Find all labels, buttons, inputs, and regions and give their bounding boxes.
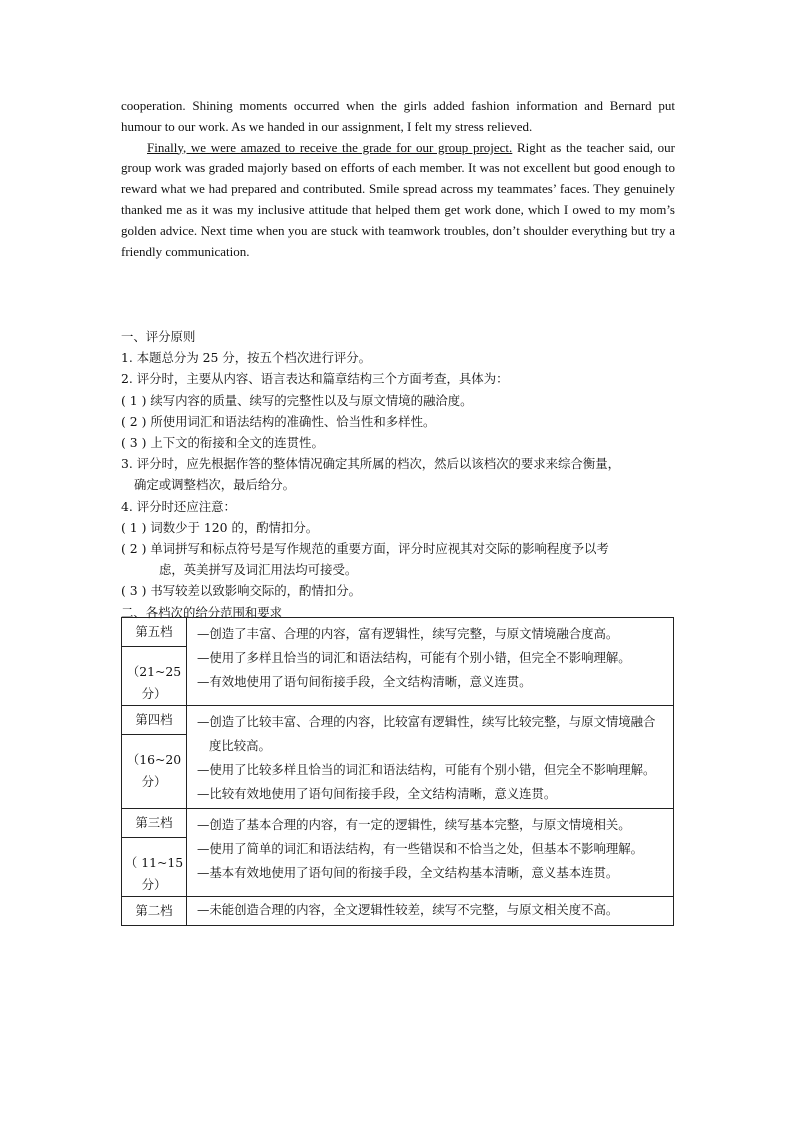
- grade-row: [122, 618, 674, 706]
- rule-2-3: ( 3 ) 上下文的衔接和全文的连贯性。: [121, 435, 324, 451]
- grade-score-range: （21~25 分）: [126, 664, 182, 701]
- grade-criterion: —创造了比较丰富、合理的内容，比较富有逻辑性，续写比较完整，与原文情境融合度比较高。: [197, 714, 656, 753]
- section-heading-grades: 二、各档次的给分范围和要求: [121, 604, 283, 620]
- rule-3-continued: 确定或调整档次，最后给分。: [134, 477, 296, 493]
- section-heading-principles: 一、评分原则: [121, 329, 196, 344]
- grade-criterion: —使用了比较多样且恰当的词汇和语法结构，可能有个别小错，但完全不影响理解。: [197, 762, 656, 777]
- rule-2-1: ( 1 ) 续写内容的质量、续写的完整性以及与原文情境的融洽度。: [121, 392, 473, 408]
- grade-description: [187, 706, 674, 809]
- grade-criterion: —基本有效地使用了语句间的衔接手段，全文结构基本清晰，意义基本连贯。: [197, 865, 619, 880]
- grade-score-range: （16~20 分）: [126, 752, 182, 789]
- rule-3: 3. 评分时，应先根据作答的整体情况确定其所属的档次，然后以该档次的要求来综合衡量，: [121, 456, 620, 472]
- grade-score-range: （ 11~15 分）: [124, 855, 184, 892]
- essay-text: [121, 96, 675, 262]
- grade-criterion: —使用了多样且恰当的词汇和语法结构，可能有个别小错，但完全不影响理解。: [197, 650, 631, 665]
- grade-level-cell: [122, 897, 187, 926]
- essay-paragraph-1: cooperation. Shining moments occurred when the girls added fashion information and Bernard put humour to our work. As we handed in our assignment, I felt my stress relieved.: [121, 98, 675, 134]
- grade-level-name: 第四档: [122, 706, 186, 735]
- rule-4-2-continued: 虑，英美拼写及词汇用法均可接受。: [159, 562, 358, 578]
- grade-criterion: —创造了丰富、合理的内容，富有逻辑性，续写完整，与原文情境融合度高。: [197, 626, 619, 641]
- rule-4-3: ( 3 ) 书写较差以致影响交际的，酌情扣分。: [121, 583, 362, 599]
- grade-criterion: —有效地使用了语句间衔接手段，全文结构清晰，意义连贯。: [197, 674, 532, 689]
- rule-4-2: ( 2 ) 单词拼写和标点符号是写作规范的重要方面，评分时应视其对交际的影响程度予以考: [121, 541, 609, 557]
- grade-level-name: 第五档: [122, 618, 186, 647]
- grade-level-name: 第三档: [122, 809, 186, 838]
- grade-row: [122, 809, 674, 897]
- rule-2-2: ( 2 ) 所使用词汇和语法结构的准确性、恰当性和多样性。: [121, 413, 436, 429]
- essay-paragraph-2: [121, 138, 675, 263]
- rule-1: 1. 本题总分为 25 分，按五个档次进行评分。: [121, 350, 372, 366]
- grade-criterion: —比较有效地使用了语句间衔接手段，全文结构清晰，意义连贯。: [197, 786, 557, 801]
- grade-description: [187, 809, 674, 897]
- grade-description: [187, 897, 674, 926]
- grade-row: [122, 706, 674, 809]
- grade-level-cell: [122, 618, 187, 706]
- essay-paragraph-2-rest: Right as the teacher said, our group work was graded majorly based on efforts of each member. It was not excellent but good enough to reward what we had prepared and contributed. Smile spread across my teammates’ faces. They genuinely thanked me as it was my inclusive attitude that helped them get work done, which I owed to my mom’s golden advice. Next time when you are stuck with teamwork troubles, don’t shoulder everything but try a friendly communication.: [121, 139, 675, 259]
- grade-criterion: —未能创造合理的内容，全文逻辑性较差，续写不完整，与原文相关度不高。: [197, 902, 619, 917]
- grade-criterion: —使用了简单的词汇和语法结构，有一些错误和不恰当之处，但基本不影响理解。: [197, 841, 644, 856]
- rule-4-1: ( 1 ) 词数少于 120 的，酌情扣分。: [121, 519, 319, 535]
- underlined-sentence: Finally, we were amazed to receive the grade for our group project.: [147, 139, 513, 155]
- scoring-principles: [121, 326, 681, 623]
- grade-table: [121, 617, 674, 926]
- grade-description: [187, 618, 674, 706]
- grade-level-cell: [122, 809, 187, 897]
- rule-4: 4. 评分时还应注意：: [121, 498, 236, 514]
- grade-criterion: —创造了基本合理的内容，有一定的逻辑性，续写基本完整，与原文情境相关。: [197, 817, 631, 832]
- grade-level-name: 第二档: [135, 903, 173, 918]
- grade-level-cell: [122, 706, 187, 809]
- rule-2: 2. 评分时，主要从内容、语言表达和篇章结构三个方面考查，具体为：: [121, 371, 509, 387]
- grade-row: [122, 897, 674, 926]
